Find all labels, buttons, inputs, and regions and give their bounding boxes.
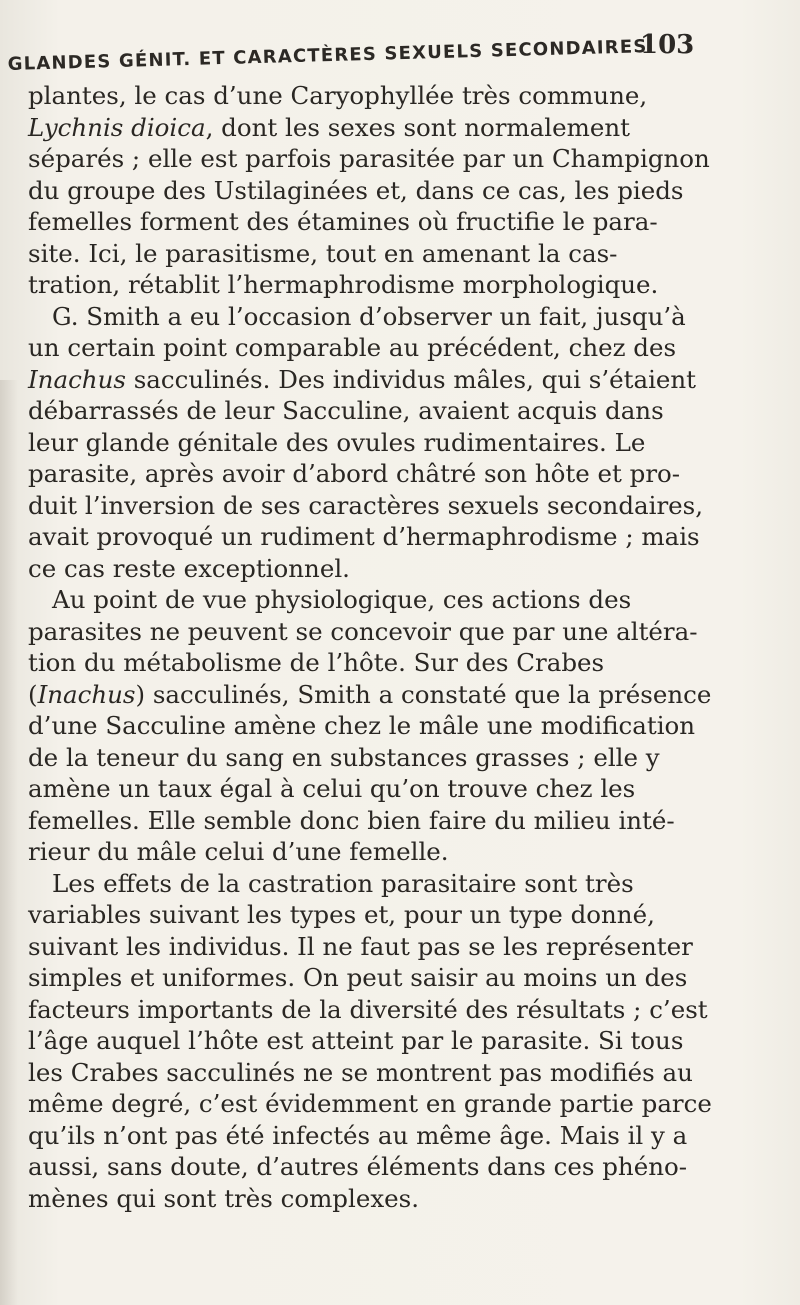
line-text-continued: sacculinés. Des individus mâles, qui s’étaient	[125, 364, 697, 394]
italic-term: Lychnis dioica	[28, 112, 206, 142]
text-line	[28, 710, 788, 742]
line-text: parasites ne peuvent se concevoir que par une altéra-	[28, 616, 698, 646]
line-text: amène un taux égal à celui qu’on trouve chez les	[28, 774, 636, 803]
line-text: l’âge auquel l’hôte est atteint par le parasite. Si tous	[28, 1026, 684, 1055]
text-line	[28, 175, 788, 207]
running-head	[7, 20, 800, 75]
text-line	[28, 458, 788, 490]
running-title: GLANDES GÉNIT. ET CARACTÈRES SEXUELS SECONDAIRES	[7, 36, 648, 75]
text-line	[28, 1151, 788, 1183]
page-number: 103	[640, 30, 695, 60]
line-text: un certain point comparable au précédent, chez des	[28, 333, 677, 362]
text-line	[28, 301, 788, 333]
text-line	[28, 206, 788, 238]
line-text: facteurs importants de la diversité des résultats ; c’est	[28, 994, 708, 1024]
line-text: suivant les individus. Il ne faut pas se les représenter	[28, 931, 693, 961]
line-text: variables suivant les types et, pour un type donné,	[28, 900, 655, 929]
line-text-continued: , dont les sexes sont normalement	[205, 112, 630, 142]
line-text: d’une Sacculine amène chez le mâle une modification	[28, 711, 696, 740]
text-line	[28, 269, 788, 301]
line-text: tion du métabolisme de l’hôte. Sur des Crabes	[28, 648, 605, 677]
text-line	[28, 1025, 788, 1057]
text-line	[28, 899, 788, 931]
text-line	[28, 364, 788, 396]
text-line	[28, 332, 788, 364]
text-line	[28, 395, 788, 427]
line-text-continued: ) sacculinés, Smith a constaté que la présence	[135, 679, 712, 709]
line-text: tration, rétablit l’hermaphrodisme morphologique.	[28, 270, 659, 299]
text-line	[28, 490, 788, 522]
line-text: avait provoqué un rudiment d’hermaphrodisme ; mais	[28, 522, 700, 551]
line-text: du groupe des Ustilaginées et, dans ce cas, les pieds	[28, 175, 684, 205]
italic-term: Inachus	[28, 364, 126, 394]
text-line	[28, 521, 788, 553]
line-text: simples et uniformes. On peut saisir au moins un des	[28, 963, 688, 992]
text-line	[28, 584, 788, 616]
text-line	[28, 1088, 788, 1120]
text-line	[28, 962, 788, 994]
line-text: (	[28, 679, 38, 709]
line-text: rieur du mâle celui d’une femelle.	[28, 837, 449, 866]
line-text: leur glande génitale des ovules rudimentaires. Le	[28, 427, 646, 457]
italic-term: Inachus	[37, 679, 136, 709]
text-line	[28, 238, 788, 270]
text-line	[28, 742, 788, 774]
body-text	[28, 80, 788, 1214]
line-text: débarrassés de leur Sacculine, avaient acquis dans	[28, 396, 664, 425]
line-text: mènes qui sont très complexes.	[28, 1183, 420, 1213]
line-text: de la teneur du sang en substances grasses ; elle y	[28, 742, 660, 772]
text-line	[28, 836, 788, 868]
line-text: femelles. Elle semble donc bien faire du milieu inté-	[28, 805, 675, 835]
text-line	[28, 994, 788, 1026]
text-line	[28, 80, 788, 112]
line-text: séparés ; elle est parfois parasitée par un Champignon	[28, 144, 710, 173]
text-line	[28, 931, 788, 963]
line-text: qu’ils n’ont pas été infectés au même âge. Mais il y a	[28, 1120, 688, 1150]
line-text: aussi, sans doute, d’autres éléments dans ces phéno-	[28, 1152, 687, 1181]
line-text: G. Smith a eu l’occasion d’observer un fait, jusqu’à	[52, 301, 686, 331]
text-line	[28, 1183, 788, 1215]
line-text: parasite, après avoir d’abord châtré son hôte et pro-	[28, 459, 681, 488]
text-line	[28, 647, 788, 679]
text-line	[28, 112, 788, 144]
line-text: Au point de vue physiologique, ces actions des	[52, 585, 632, 614]
line-text: Les effets de la castration parasitaire sont très	[52, 868, 634, 898]
text-line	[28, 773, 788, 805]
gutter-shadow	[0, 380, 18, 1305]
text-line	[28, 616, 788, 648]
text-line	[28, 805, 788, 837]
text-line	[28, 1057, 788, 1089]
text-line	[28, 553, 788, 585]
line-text: femelles forment des étamines où fructifie le para-	[28, 207, 658, 236]
text-line	[28, 427, 788, 459]
text-line	[28, 679, 788, 711]
line-text: les Crabes sacculinés ne se montrent pas modifiés au	[28, 1057, 693, 1087]
line-text: ce cas reste exceptionnel.	[28, 553, 350, 583]
line-text: duit l’inversion de ses caractères sexuels secondaires,	[28, 490, 704, 520]
text-line	[28, 1120, 788, 1152]
line-text: site. Ici, le parasitisme, tout en amenant la cas-	[28, 238, 618, 268]
line-text: même degré, c’est évidemment en grande partie parce	[28, 1089, 712, 1118]
text-line	[28, 868, 788, 900]
line-text: plantes, le cas d’une Caryophyllée très commune,	[28, 81, 648, 110]
text-line	[28, 143, 788, 175]
